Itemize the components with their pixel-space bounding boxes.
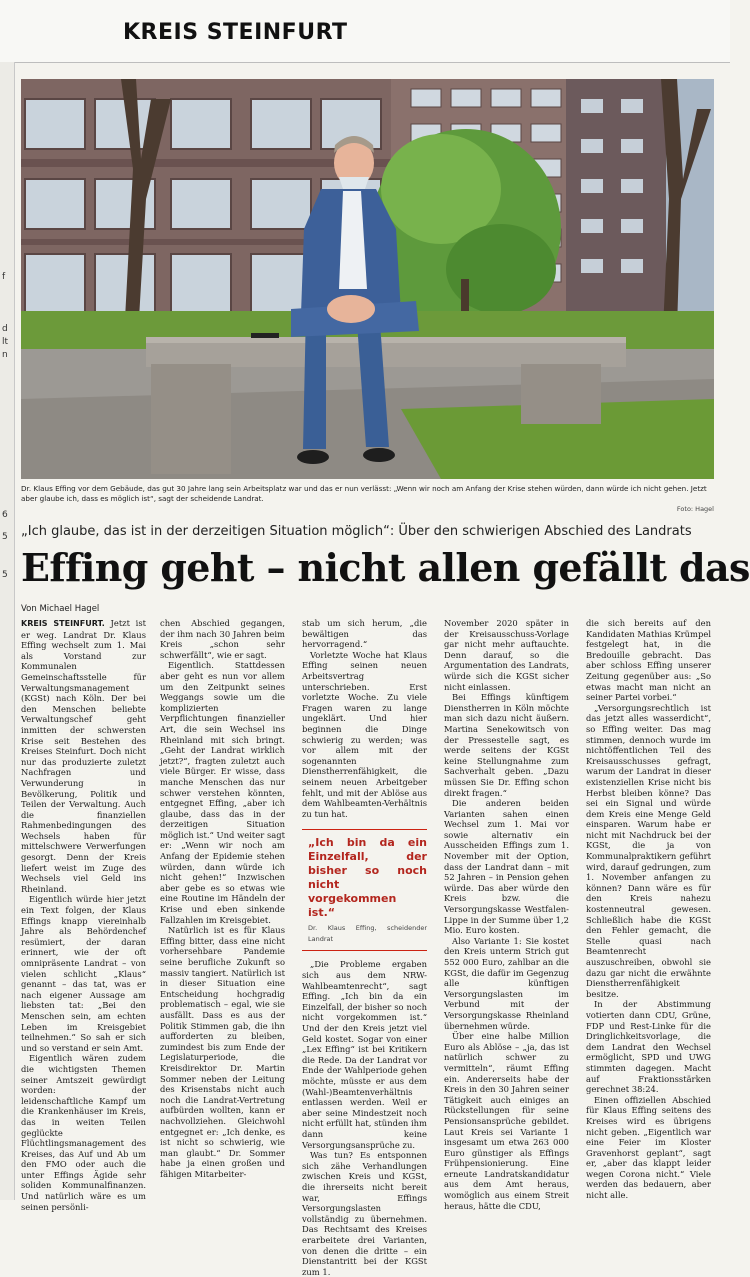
paragraph: Vorletzte Woche hat Klaus Effing seinen neuen Arbeitsvertrag unterschrieben. Erst vorletzte Woche. Zu viele Fragen waren zu lange ungeklärt. Und hier beginnen die Dinge schwierig zu werden; was vor allem mit der sogenannten Dienstherrenfähigkeit, die seinem neuen Arbeitgeber fehlt, und mit der Ablöse aus dem Wahlbeamten-Verhältnis zu tun hat. bbox=[302, 649, 427, 819]
dateline: KREIS STEINFURT. bbox=[21, 619, 105, 628]
paragraph-text: Jetzt ist er weg. Landrat Dr. Klaus Effing wechselt zum 1. Mai als Vorstand zur Kommunalen Gemeinschaftsstelle für Verwaltungsmanagement (KGSt) nach Köln. Der bei den Menschen beliebte Verwaltungschef geht inmitten der schwersten Krise seit Bestehen des Kreises Steinfurt. Doch nicht nur das produzierte zuletzt Nachfragen und Verwunderung in Bevölkerung, Politik und Teilen der Verwaltung. Auch die finanziellen Rahmenbedingungen des Wechsels haben für mittelschwere Verwerfungen gesorgt. Denn der Kreis liefert weist im Zuge des Wechsels viel Geld ins Rheinland. bbox=[21, 618, 146, 894]
pull-quote-source: Dr. Klaus Effing, scheidender Landrat bbox=[308, 924, 427, 943]
paragraph: stab um sich herum, „die bewältigen das hervorragend.“ bbox=[302, 618, 427, 650]
paragraph: die sich bereits auf den Kandidaten Mathias Krümpel festgelegt hat, in die Bredouille gebracht. Das aber schloss Effing unserer Zeitung gegenüber aus: „So etwas macht man nicht an seiner Partei vorbei.“ bbox=[586, 618, 711, 703]
article-photo bbox=[21, 79, 714, 479]
paragraph bbox=[21, 618, 146, 894]
paragraph: „Versorgungsrechtlich ist das jetzt alles wasserdicht“, so Effing weiter. Das mag stimmen, dennoch wurde im nichtöffentlichen Teil des Kreisausschusses gefragt, warum der Landrat in dieser existenziellen Krise nicht bis Herbst bleiben könne? Das sei ein Signal und würde dem Kreis eine Menge Geld einsparen. Warum habe er nicht mit Nachdruck bei der KGSt, die ja von Kommunalpraktikern geführt wird, darauf gedrungen, zum 1. November anfangen zu können? Dann wäre es für den Kreis nahezu kostenneutral gewesen. Schließlich habe die KGSt den Fehler gemacht, die Stelle quasi nach Beamtenrecht auszuschreiben, obwohl sie dazu gar nicht die erwähnte Dienstherrenfähigkeit besitze. bbox=[586, 702, 711, 999]
article-column-3 bbox=[302, 618, 427, 1277]
paragraph: November 2020 später in der Kreisausschuss-Vorlage gar nicht mehr auftauchte. Denn darauf, so die Argumentation des Landrats, würde sich die KGSt sicher nicht einlassen. bbox=[444, 618, 569, 692]
paragraph: „Die Probleme ergaben sich aus dem NRW-Wahlbeamtenrecht“, sagt Effing. „Ich bin da ein Einzelfall, der bisher so noch nicht vorgekommen ist.“ Und der den Kreis jetzt viel Geld kostet. Sogar von einer „Lex Effing“ ist bei Kritikern die Rede. Da der Landrat vor Ende der Wahlperiode gehen möchte, müsste er aus dem (Wahl-)Beamtenverhältnis entlassen werden. Weil er aber seine Mindestzeit noch nicht erfüllt hat, stünden ihm dann keine Versorgungsansprüche zu. bbox=[302, 959, 427, 1150]
paragraph: chen Abschied gegangen, der ihm nach 30 Jahren beim Kreis „schon sehr schwerfällt“, wie er sagt. bbox=[160, 618, 285, 660]
paragraph: Die anderen beiden Varianten sahen einen Wechsel zum 1. Mai vor sowie alternativ ein Ausscheiden Effings zum 1. November mit der Option, dass der Landrat dann – mit 52 Jahren – in Pension gehen würde. Das aber würde den Kreis bzw. die Versorgungskasse Westfalen-Lippe in der Summe über 1,2 Mio. Euro kosten. bbox=[444, 798, 569, 936]
article-headline: Effing geht – nicht allen gefällt das bbox=[21, 545, 750, 590]
section-title: KREIS STEINFURT bbox=[123, 20, 348, 45]
article-byline: Von Michael Hagel bbox=[21, 604, 100, 614]
paragraph: Was tun? Es entsponnen sich zähe Verhandlungen zwischen Kreis und KGSt, die ihrerseits nicht bereit war, Effings Versorgungslasten vollständig zu übernehmen. Das Rechtsamt des Kreises erarbeitete drei Varianten, von denen die dritte – ein Dienstantritt bei der KGSt zum 1. bbox=[302, 1150, 427, 1277]
paragraph: Natürlich ist es für Klaus Effing bitter, dass eine nicht vorhersehbare Pandemie seine berufliche Zukunft so massiv tangiert. Natürlich ist in dieser Situation eine Entscheidung hochgradig problematisch – egal, wie sie ausfällt. Dass es aus der Politik Stimmen gab, die ihn aufforderten zu bleiben, zumindest bis zum Ende der Legislaturperiode, die Kreisdirektor Dr. Martin Sommer neben der Leitung des Krisenstabs nicht auch noch die Landrat-Vertretung aufbürden wollten, kann er nachvollziehen. Gleichwohl entgegnet er: „Ich denke, es ist nicht so schwierig, wie man glaubt.“ Dr. Sommer habe ja einen großen und fähigen Mitarbeiter- bbox=[160, 925, 285, 1179]
article-column-2 bbox=[160, 618, 285, 1193]
pull-quote bbox=[302, 829, 427, 951]
edge-fragment: n bbox=[2, 350, 8, 360]
edge-fragment: 6 bbox=[2, 510, 8, 520]
paragraph: Über eine halbe Million Euro als Ablöse – „ja, das ist natürlich schwer zu vermitteln“, räumt Effing ein. Andererseits habe der Kreis in den 30 Jahren seiner Tätigkeit auch einiges an Rückstellungen für seine Pensionsansprüche gebildet. Laut Kreis sei Variante 1 insgesamt um etwa 263 000 Euro günstiger als Effings Frühpensionierung. Eine erneute Landratskandidatur aus dem Amt heraus, womöglich aus einem Streit heraus, hätte die CDU, bbox=[444, 1031, 569, 1211]
paragraph: Eigentlich würde hier jetzt ein Text folgen, der Klaus Effings knapp viereinhalb Jahre als Behördenchef resümiert, der daran erinnert, wie der oft omnipräsente Landrat – von vielen schlicht „Klaus“ genannt – das tat, was er nach eigener Aussage am liebsten tat: „Bei den Menschen sein, am echten Leben im Kreisgebiet teilnehmen.“ So sah er sich und so verstand er sein Amt. bbox=[21, 894, 146, 1053]
paragraph: Also Variante 1: Sie kostet den Kreis unterm Strich gut 552 000 Euro, zahlbar an die KGSt, die dafür im Gegenzug alle künftigen Versorgungslasten im Verbund mit der Versorgungskasse Rheinland übernehmen würde. bbox=[444, 935, 569, 1031]
edge-fragment: f bbox=[2, 272, 6, 282]
caption-text: Dr. Klaus Effing vor dem Gebäude, das gut 30 Jahre lang sein Arbeitsplatz war und das er nun verlässt: „Wenn wir noch am Anfang der Krise stehen würden, dann würde ich nicht gehen. Jetzt aber glaube ich, dass es möglich ist“, sagt der scheidende Landrat. bbox=[21, 484, 707, 503]
paragraph: Eigentlich. Stattdessen aber geht es nun vor allem um den Zeitpunkt seines Weggangs sowie um die komplizierten Verpflichtungen finanzieller Art, die sein Wechsel ins Rheinland mit sich bringt. „Geht der Landrat wirklich jetzt?“, fragten zuletzt auch viele Bürger. Er wisse, dass manche Menschen das nur schwer verstehen könnten, entgegnet Effing, „aber ich glaube, dass das in der derzeitigen Situation möglich ist.“ Und weiter sagt er: „Wenn wir noch am Anfang der Epidemie stehen würden, dann würde ich nicht gehen!“ Inzwischen aber gebe es so etwas wie eine Routine im Händeln der Krise und eben sinkende Fallzahlen im Kreisgebiet. bbox=[160, 660, 285, 925]
article-column-1 bbox=[21, 618, 146, 1212]
pull-quote-text: „Ich bin da ein Einzelfall, der bisher so noch nicht vorgekommen ist.“ bbox=[308, 836, 427, 920]
article-column-5 bbox=[586, 618, 711, 1201]
section-header-bar bbox=[0, 0, 730, 63]
paragraph: In der Abstimmung votierten dann CDU, Grüne, FDP und Rest-Linke für die Dringlichkeitsvorlage, die dem Landrat den Wechsel ermöglicht, SPD und UWG stimmten dagegen. Macht auf Fraktionsstärken gerechnet 38:24. bbox=[586, 999, 711, 1095]
edge-fragment: 5 bbox=[2, 532, 8, 542]
photo-credit: Foto: Hagel bbox=[676, 505, 714, 513]
paragraph: Eigentlich wären zudem die wichtigsten Themen seiner Amtszeit gewürdigt worden: der leidenschaftliche Kampf um die Krankenhäuser im Kreis, das in weiten Teilen geglückte Flüchtlingsmanagement des Kreises, das Auf und Ab um den FMO oder auch die unter Effings Ägide sehr soliden Kommunalfinanzen. Und natürlich wäre es um seinen persönli- bbox=[21, 1053, 146, 1212]
edge-fragment: 5 bbox=[2, 570, 8, 580]
paragraph: Einen offiziellen Abschied für Klaus Effing seitens des Kreises wird es übrigens nicht geben. „Eigentlich war eine Feier im Kloster Gravenhorst geplant“, sagt er, „aber das klappt leider wegen Corona nicht.“ Viele werden das bedauern, aber nicht alle. bbox=[586, 1094, 711, 1201]
article-column-4 bbox=[444, 618, 569, 1211]
adjacent-page-edge bbox=[0, 62, 15, 1200]
article-kicker: „Ich glaube, das ist in der derzeitigen Situation möglich“: Über den schwierigen Abschied des Landrats bbox=[21, 524, 692, 539]
paragraph: Bei Effings künftigem Dienstherren in Köln möchte man sich dazu nicht äußern. Martina Senekowitsch von der Pressestelle sagt, es werde seitens der KGSt keine Stellungnahme zum Sachverhalt geben. „Dazu müssen Sie Dr. Effing schon direkt fragen.“ bbox=[444, 692, 569, 798]
edge-fragment: d bbox=[2, 324, 8, 334]
edge-fragment: lt bbox=[2, 337, 9, 347]
photo-caption bbox=[21, 484, 714, 514]
